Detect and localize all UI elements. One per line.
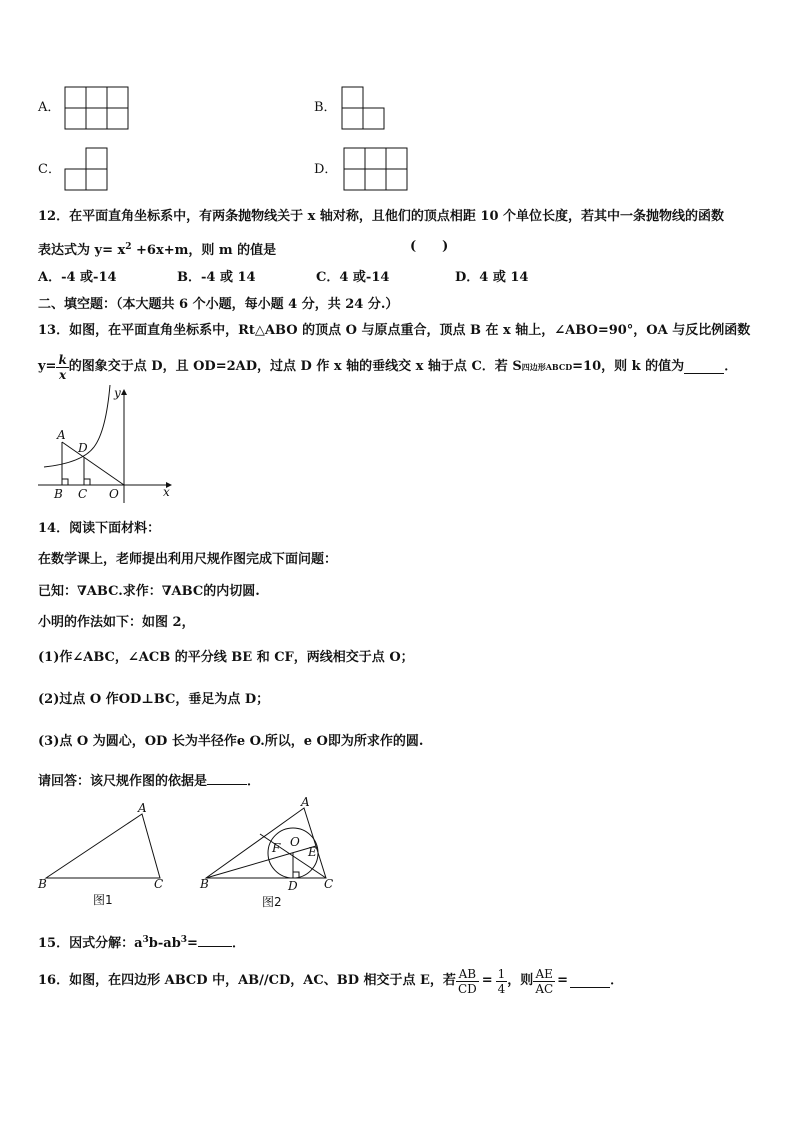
q16-mid: ，则	[507, 973, 534, 988]
q16-end: ．	[610, 973, 624, 988]
q14-question	[38, 772, 260, 790]
q11-option-a-figure	[64, 86, 132, 130]
q12-option-b: B．-4 或 14	[177, 270, 256, 285]
q15-mid: b-ab	[148, 936, 181, 951]
q16-answer-blank	[570, 975, 610, 988]
q16-f2-num: 1	[497, 966, 506, 981]
q14-fig2-triangle	[206, 808, 326, 878]
q13-label-x: x	[163, 485, 170, 499]
q15-answer-blank	[198, 934, 232, 947]
q13-line2-post: =10，则 k 的值为	[572, 359, 685, 374]
q14-intro: 在数学课上，老师提出利用尺规作图完成下面问题：	[38, 552, 338, 567]
q13-label-b: B	[54, 487, 63, 501]
q13-line1: 13．如图，在平面直角坐标系中，Rt△ABO 的顶点 O 与原点重合，顶点 B 在 x 轴上，∠ABO=90°，OA 与反比例函数	[38, 323, 751, 338]
q14-title: 14．阅读下面材料：	[38, 521, 161, 536]
q14-fig2-label-a: A	[301, 795, 310, 809]
q13-hyperbola	[44, 385, 110, 467]
q14-figure-2	[198, 796, 348, 912]
q14-fig1-caption: 图1	[93, 893, 113, 907]
q14-step2: (2)过点 O 作OD⊥BC，垂足为点 D；	[38, 692, 270, 707]
q13-line2-end: ．	[724, 359, 738, 374]
q12-option-d: D．4 或 14	[455, 270, 529, 285]
q11-option-b-figure	[341, 86, 387, 130]
q13-label-d: D	[78, 441, 88, 455]
q11-option-d-label: D．	[314, 162, 338, 177]
q13-frac-den: x	[59, 367, 67, 382]
q13-label-y: y	[114, 386, 121, 400]
q11-option-c-label: C．	[38, 162, 61, 177]
q13-line2	[38, 350, 737, 384]
q13-label-o: O	[109, 487, 119, 501]
q14-fig2-label-b: B	[200, 877, 209, 891]
q15-post: =	[187, 936, 198, 951]
q14-step1: (1)作∠ABC，∠ACB 的平分线 BE 和 CF，两线相交于点 O；	[38, 650, 414, 665]
q16-fraction-1-4	[496, 967, 508, 996]
q16-pre: 16．如图，在四边形 ABCD 中，AB//CD，AC、BD 相交于点 E，若	[38, 973, 456, 988]
q14-fig2-caption: 图2	[262, 895, 282, 909]
q14-given: 已知：∇ABC.求作：∇ABC的内切圆.	[38, 584, 260, 599]
q16-f2-den: 4	[497, 981, 506, 996]
q12-line2-sup: 2	[125, 242, 132, 252]
q16-f3-den: AC	[535, 981, 554, 996]
q13-label-c: C	[78, 487, 88, 501]
q16-post: =	[557, 973, 569, 988]
q14-ask: 请回答：该尺规作图的依据是	[38, 774, 208, 789]
q16-fraction-ae-ac	[533, 967, 555, 996]
q14-ask-end: ．	[247, 774, 261, 789]
q14-fig1-label-c: C	[154, 877, 164, 891]
q16-fraction-ab-cd	[456, 967, 479, 996]
q12-line2-pre: 表达式为 y= x	[38, 243, 126, 258]
q14-fig1-label-a: A	[138, 801, 147, 815]
q13-y-equals: y=	[38, 359, 57, 374]
q15-sup2: 3	[180, 935, 188, 945]
q14-fig2-label-e: E	[308, 845, 317, 859]
q11-option-c-figure	[64, 147, 110, 191]
q13-figure	[32, 385, 182, 505]
section-2-heading: 二、填空题：（本大题共 6 个小题，每小题 4 分，共 24 分.）	[38, 297, 399, 312]
q14-fig1-triangle	[46, 814, 160, 878]
q11-option-b-label: B．	[314, 100, 337, 115]
q12-option-c: C．4 或-14	[316, 270, 390, 285]
q13-frac-num: k	[58, 352, 67, 367]
q11-option-a-label: A．	[38, 100, 61, 115]
q16-f3-num: AE	[533, 967, 555, 982]
q12-line1: 12．在平面直角坐标系中，有两条抛物线关于 x 轴对称，且他们的顶点相距 10 个单位长度，若其中一条抛物线的函数	[38, 209, 725, 224]
q16	[38, 960, 623, 1002]
q14-fig2-label-c: C	[324, 877, 334, 891]
q14-fig1-label-b: B	[38, 877, 47, 891]
q16-eq: =	[481, 973, 493, 988]
q11-option-d-figure	[343, 147, 411, 191]
q14-fig2-label-o: O	[290, 835, 300, 849]
q14-method: 小明的作法如下：如图 2，	[38, 615, 195, 630]
q15-pre: 15．因式分解：a	[38, 936, 143, 951]
q14-fig2-label-d: D	[288, 879, 298, 893]
q12-line2-post: +6x+m，则 m 的值是	[131, 243, 277, 258]
q15	[38, 932, 245, 952]
q15-end: ．	[231, 936, 245, 951]
q14-step3: (3)点 O 为圆心，OD 长为半径作e O.所以，e O即为所求作的圆.	[38, 734, 424, 749]
q12-answer-paren: ( )	[410, 239, 449, 254]
q13-right-angle-b	[62, 479, 68, 485]
q14-fig2-label-f: F	[272, 841, 281, 855]
q13-fraction-k-over-x	[56, 353, 68, 382]
q13-label-a: A	[57, 428, 66, 442]
q16-f1-den: CD	[457, 981, 477, 996]
q14-figure-1	[36, 800, 176, 910]
q14-answer-blank	[207, 772, 247, 785]
q16-f1-num: AB	[456, 967, 479, 982]
q13-area-subscript: 四边形ABCD	[521, 362, 573, 372]
q12-option-a: A．-4 或-14	[38, 270, 117, 285]
q12-line2	[38, 239, 276, 259]
q13-right-angle-c	[84, 479, 90, 485]
q15-sup1: 3	[142, 935, 149, 945]
q13-answer-blank	[684, 361, 724, 374]
q13-y-arrow	[121, 389, 127, 395]
q13-line2-mid: 的图象交于点 D，且 OD=2AD，过点 D 作 x 轴的垂线交 x 轴于点 C．若 S	[68, 359, 522, 374]
